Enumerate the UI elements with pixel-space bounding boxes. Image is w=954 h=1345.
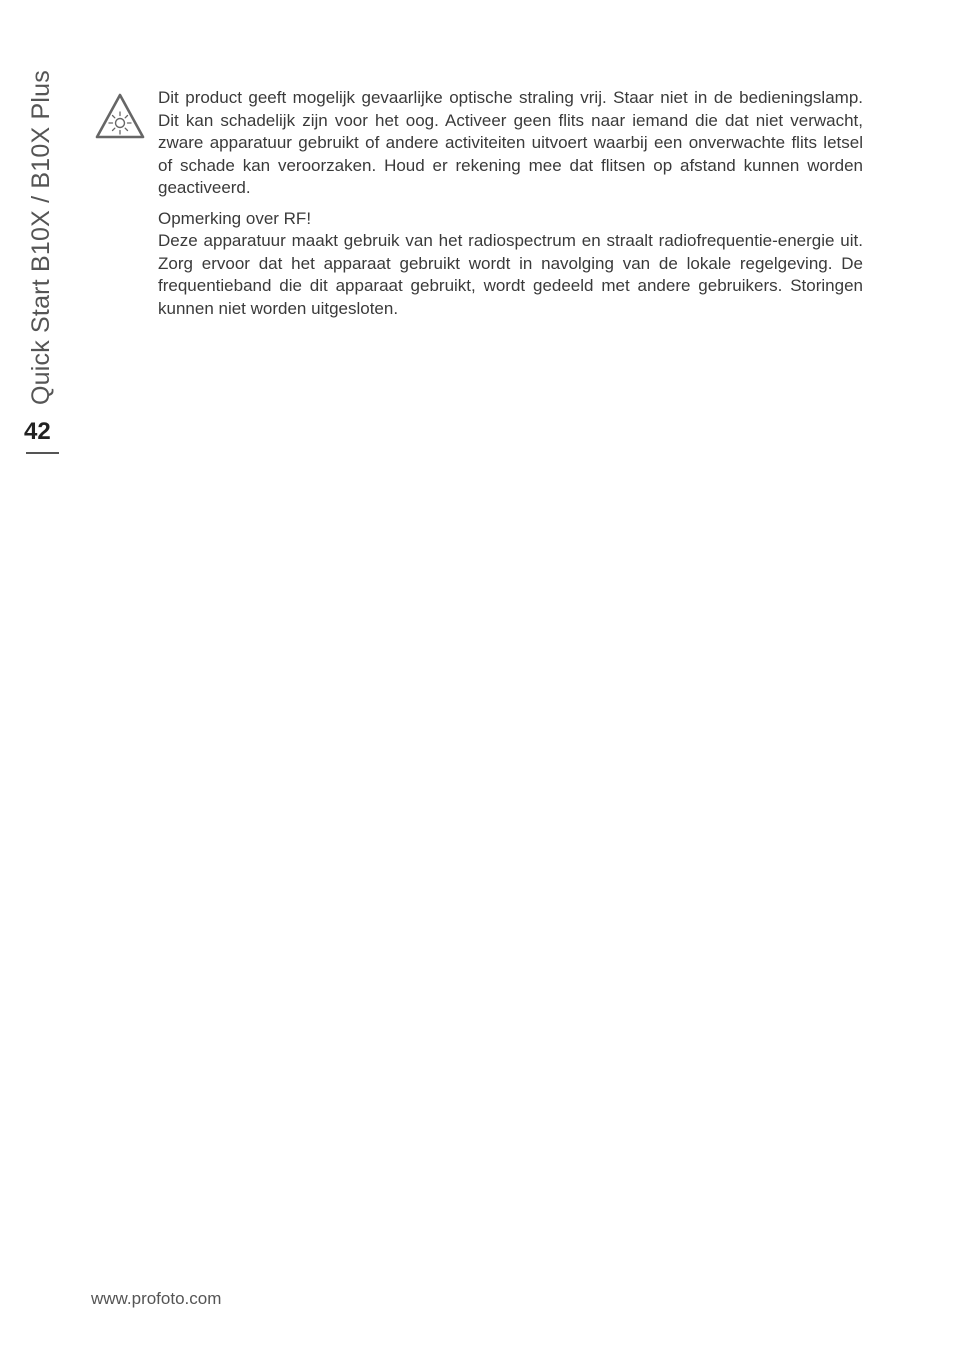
- optical-radiation-warning-text: Dit product geeft mogelijk gevaarlijke optische straling vrij. Staar niet in de bedieningslamp. Dit kan schadelijk zijn voor het oog. Activeer geen flits naar iemand die dat niet verwacht, zware apparatuur gebruikt of andere activiteiten uitvoert waarbij een onverwachte flits letsel of schade kan veroorzaken. Houd er rekening mee dat flitsen op afstand kunnen worden geactiveerd.: [158, 88, 863, 197]
- page-number: 42: [24, 418, 51, 445]
- optical-radiation-warning-icon: [94, 92, 146, 140]
- rf-notice-text: Deze apparatuur maakt gebruik van het radiospectrum en straalt radiofrequentie-energie uit. Zorg ervoor dat het apparaat gebruikt wordt in navolging van de lokale regelgeving. De frequentieband die dit apparaat gebruikt, wordt gedeeld met andere gebruikers. Storingen kunnen niet worden uitgesloten.: [158, 231, 863, 318]
- website-link[interactable]: www.profoto.com: [91, 1289, 222, 1308]
- rf-notice-heading: Opmerking over RF!: [158, 208, 312, 228]
- page-number-rule: [26, 452, 59, 454]
- safety-notices: [158, 87, 863, 320]
- document-title: Quick Start B10X / B10X Plus: [27, 70, 55, 405]
